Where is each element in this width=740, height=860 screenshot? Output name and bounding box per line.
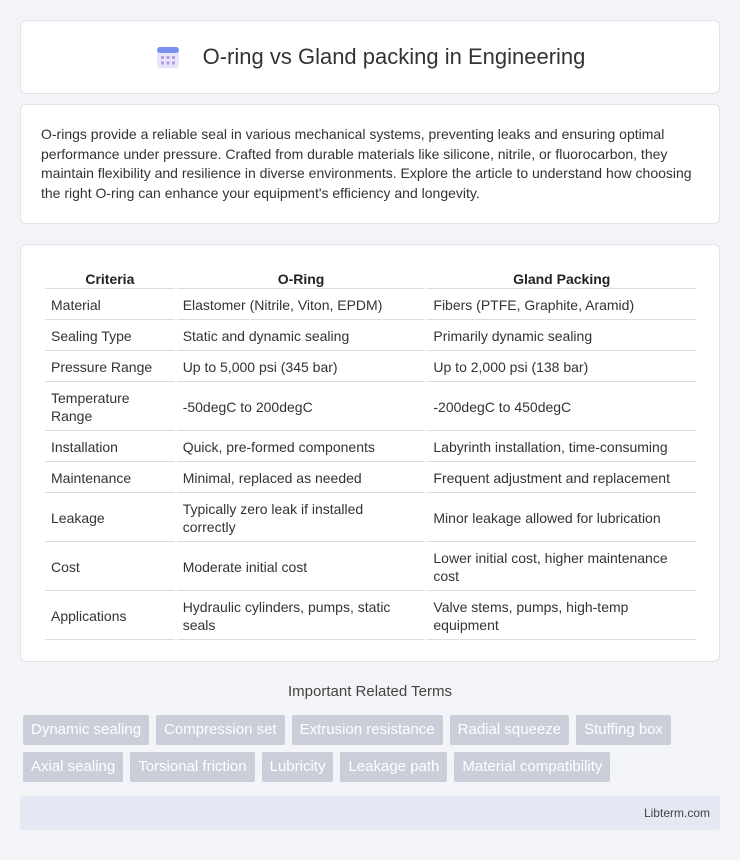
header-o-ring: O-Ring — [177, 267, 426, 289]
gland-packing-cell: Valve stems, pumps, high-temp equipment — [427, 593, 696, 640]
term-tag-dynamic-sealing[interactable]: Dynamic sealing — [23, 715, 149, 745]
intro-text: O-rings provide a reliable seal in various mechanical systems, preventing leaks and ensuring optimal performance under pressure. Crafted from durable materials like silicone, nitrile, or fluorocarbon, they maintain flexibility and resilience in diverse environments. Explore the article to understand how choosing the right O-ring can enhance your equipment's efficiency and longevity. — [41, 126, 692, 201]
gland-packing-cell: Fibers (PTFE, Graphite, Aramid) — [427, 291, 696, 320]
header-criteria: Criteria — [45, 267, 175, 289]
table-row — [45, 544, 696, 591]
term-tag-leakage-path[interactable]: Leakage path — [340, 752, 447, 782]
table-row — [45, 433, 696, 462]
term-tag-extrusion-resistance[interactable]: Extrusion resistance — [292, 715, 443, 745]
related-terms-list — [23, 715, 723, 782]
table-row — [45, 384, 696, 431]
title-card — [20, 20, 720, 94]
table-row — [45, 495, 696, 542]
table-row — [45, 464, 696, 493]
table-row — [45, 353, 696, 382]
related-terms-title: Important Related Terms — [288, 683, 452, 700]
term-tag-stuffing-box[interactable]: Stuffing box — [576, 715, 671, 745]
footer-brand-link[interactable]: Libterm.com — [643, 806, 710, 820]
criteria-cell: Temperature Range — [45, 384, 175, 431]
o-ring-cell: Hydraulic cylinders, pumps, static seals — [177, 593, 426, 640]
criteria-cell: Material — [45, 291, 175, 320]
criteria-cell: Sealing Type — [45, 322, 175, 351]
term-tag-axial-sealing[interactable]: Axial sealing — [23, 752, 123, 782]
table-row — [45, 593, 696, 640]
term-tag-material-compatibility[interactable]: Material compatibility — [454, 752, 610, 782]
table-row — [45, 322, 696, 351]
o-ring-cell: Moderate initial cost — [177, 544, 426, 591]
o-ring-cell: Elastomer (Nitrile, Viton, EPDM) — [177, 291, 426, 320]
comparison-card — [20, 244, 720, 662]
table-header-row — [45, 267, 696, 289]
gland-packing-cell: Primarily dynamic sealing — [427, 322, 696, 351]
gland-packing-cell: Lower initial cost, higher maintenance cost — [427, 544, 696, 591]
intro-card — [20, 104, 720, 224]
table-row — [45, 291, 696, 320]
gland-packing-cell: Minor leakage allowed for lubrication — [427, 495, 696, 542]
term-tag-radial-squeeze[interactable]: Radial squeeze — [450, 715, 569, 745]
o-ring-cell: Static and dynamic sealing — [177, 322, 426, 351]
criteria-cell: Maintenance — [45, 464, 175, 493]
criteria-cell: Installation — [45, 433, 175, 462]
o-ring-cell: -50degC to 200degC — [177, 384, 426, 431]
o-ring-cell: Minimal, replaced as needed — [177, 464, 426, 493]
calendar-icon — [155, 44, 181, 70]
page-title: O-ring vs Gland packing in Engineering — [202, 44, 586, 69]
gland-packing-cell: Labyrinth installation, time-consuming — [427, 433, 696, 462]
gland-packing-cell: Up to 2,000 psi (138 bar) — [427, 353, 696, 382]
term-tag-lubricity[interactable]: Lubricity — [262, 752, 334, 782]
o-ring-cell: Typically zero leak if installed correctly — [177, 495, 426, 542]
comparison-table — [43, 265, 698, 642]
o-ring-cell: Quick, pre-formed components — [177, 433, 426, 462]
criteria-cell: Applications — [45, 593, 175, 640]
header-gland-packing: Gland Packing — [427, 267, 696, 289]
gland-packing-cell: -200degC to 450degC — [427, 384, 696, 431]
criteria-cell: Cost — [45, 544, 175, 591]
o-ring-cell: Up to 5,000 psi (345 bar) — [177, 353, 426, 382]
criteria-cell: Leakage — [45, 495, 175, 542]
criteria-cell: Pressure Range — [45, 353, 175, 382]
gland-packing-cell: Frequent adjustment and replacement — [427, 464, 696, 493]
footer — [20, 796, 720, 830]
term-tag-compression-set[interactable]: Compression set — [156, 715, 285, 745]
term-tag-torsional-friction[interactable]: Torsional friction — [130, 752, 254, 782]
